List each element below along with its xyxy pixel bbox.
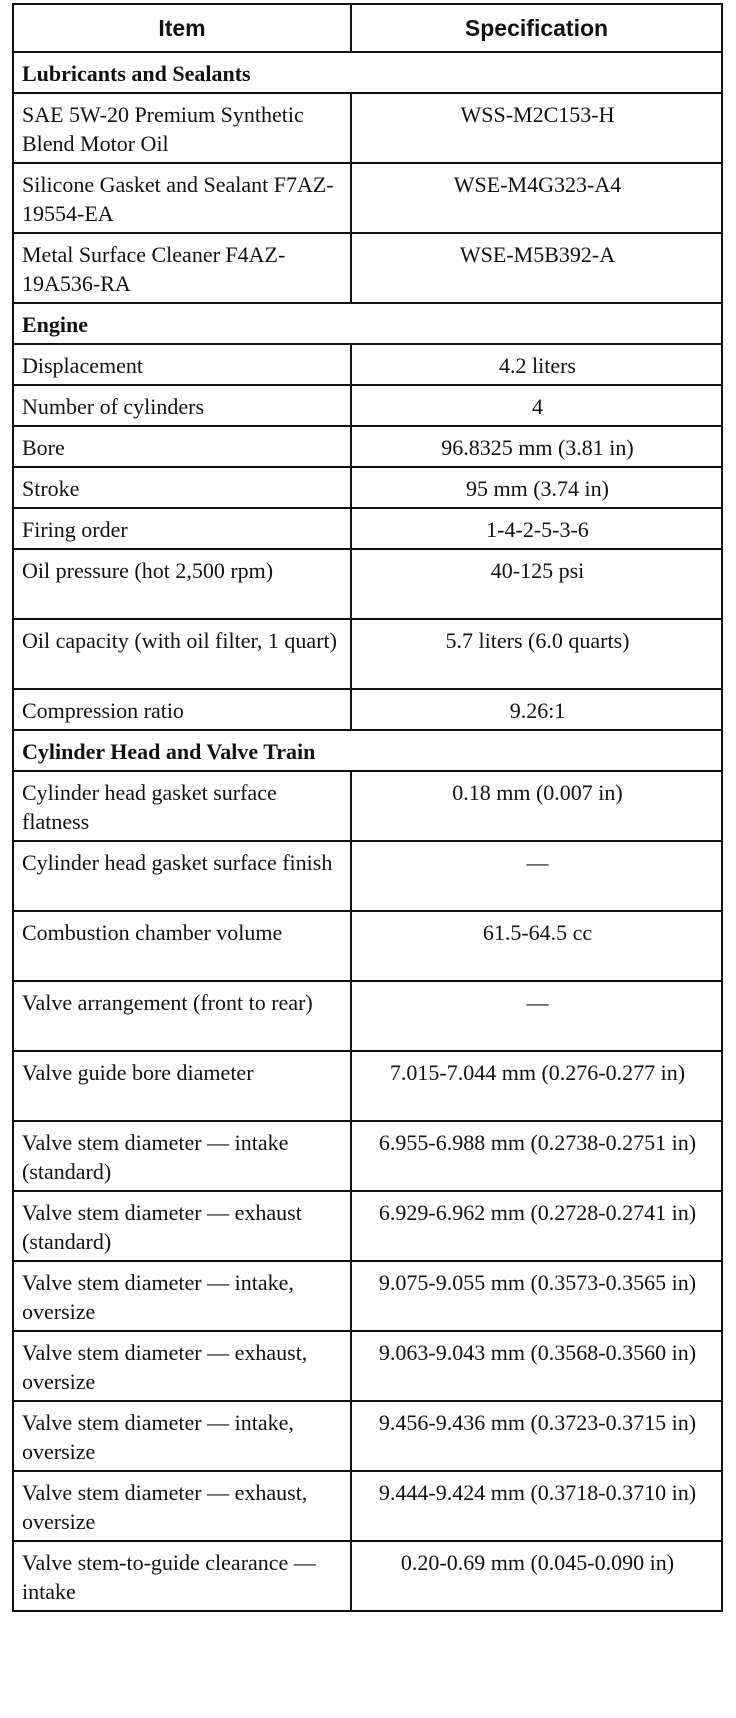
section-row xyxy=(13,730,722,771)
table-row xyxy=(13,1051,722,1121)
table-row xyxy=(13,1401,722,1471)
item-cell: Silicone Gasket and Sealant F7AZ-19554-EA xyxy=(13,163,351,233)
spec-cell: 9.075-9.055 mm (0.3573-0.3565 in) xyxy=(351,1261,722,1331)
table-row xyxy=(13,1191,722,1261)
spec-cell: 40-125 psi xyxy=(351,549,722,619)
spec-cell: — xyxy=(351,981,722,1051)
item-cell: Oil capacity (with oil filter, 1 quart) xyxy=(13,619,351,689)
spec-cell: WSE-M5B392-A xyxy=(351,233,722,303)
section-row xyxy=(13,52,722,93)
item-cell: Stroke xyxy=(13,467,351,508)
item-cell: Valve stem diameter — exhaust, oversize xyxy=(13,1331,351,1401)
item-cell: Compression ratio xyxy=(13,689,351,730)
column-header-item: Item xyxy=(13,4,351,52)
spec-cell: 7.015-7.044 mm (0.276-0.277 in) xyxy=(351,1051,722,1121)
item-cell: Valve stem diameter — exhaust (standard) xyxy=(13,1191,351,1261)
item-cell: Valve stem diameter — intake, oversize xyxy=(13,1401,351,1471)
spec-cell: 4 xyxy=(351,385,722,426)
item-cell: Metal Surface Cleaner F4AZ-19A536-RA xyxy=(13,233,351,303)
spec-cell: 9.26:1 xyxy=(351,689,722,730)
spec-cell: — xyxy=(351,841,722,911)
table-row xyxy=(13,1121,722,1191)
table-row xyxy=(13,549,722,619)
spec-cell: 61.5-64.5 cc xyxy=(351,911,722,981)
item-cell: SAE 5W-20 Premium Synthetic Blend Motor Oil xyxy=(13,93,351,163)
table-row xyxy=(13,1471,722,1541)
item-cell: Firing order xyxy=(13,508,351,549)
spec-cell: 5.7 liters (6.0 quarts) xyxy=(351,619,722,689)
spec-cell: WSS-M2C153-H xyxy=(351,93,722,163)
spec-cell: 95 mm (3.74 in) xyxy=(351,467,722,508)
specification-table xyxy=(12,3,723,1612)
table-row xyxy=(13,619,722,689)
table-row xyxy=(13,163,722,233)
table-row xyxy=(13,1541,722,1611)
table-row xyxy=(13,771,722,841)
spec-cell: 9.444-9.424 mm (0.3718-0.3710 in) xyxy=(351,1471,722,1541)
spec-cell: 0.20-0.69 mm (0.045-0.090 in) xyxy=(351,1541,722,1611)
item-cell: Combustion chamber volume xyxy=(13,911,351,981)
item-cell: Valve arrangement (front to rear) xyxy=(13,981,351,1051)
item-cell: Valve stem diameter — intake (standard) xyxy=(13,1121,351,1191)
section-title-lubricants: Lubricants and Sealants xyxy=(13,52,722,93)
spec-cell: 6.929-6.962 mm (0.2728-0.2741 in) xyxy=(351,1191,722,1261)
section-title-engine: Engine xyxy=(13,303,722,344)
table-row xyxy=(13,426,722,467)
item-cell: Number of cylinders xyxy=(13,385,351,426)
item-cell: Valve stem-to-guide clearance — intake xyxy=(13,1541,351,1611)
spec-cell: 4.2 liters xyxy=(351,344,722,385)
table-row xyxy=(13,344,722,385)
item-cell: Cylinder head gasket surface flatness xyxy=(13,771,351,841)
table-row xyxy=(13,1331,722,1401)
table-row xyxy=(13,385,722,426)
spec-cell: 9.456-9.436 mm (0.3723-0.3715 in) xyxy=(351,1401,722,1471)
column-header-specification: Specification xyxy=(351,4,722,52)
table-row xyxy=(13,467,722,508)
spec-cell: 6.955-6.988 mm (0.2738-0.2751 in) xyxy=(351,1121,722,1191)
header-row xyxy=(13,4,722,52)
table-row xyxy=(13,93,722,163)
table-row xyxy=(13,689,722,730)
spec-cell: 9.063-9.043 mm (0.3568-0.3560 in) xyxy=(351,1331,722,1401)
table-row xyxy=(13,911,722,981)
item-cell: Displacement xyxy=(13,344,351,385)
item-cell: Valve stem diameter — exhaust, oversize xyxy=(13,1471,351,1541)
table-row xyxy=(13,508,722,549)
table-row xyxy=(13,1261,722,1331)
table-row xyxy=(13,981,722,1051)
item-cell: Bore xyxy=(13,426,351,467)
item-cell: Valve stem diameter — intake, oversize xyxy=(13,1261,351,1331)
item-cell: Valve guide bore diameter xyxy=(13,1051,351,1121)
spec-cell: 0.18 mm (0.007 in) xyxy=(351,771,722,841)
spec-cell: 96.8325 mm (3.81 in) xyxy=(351,426,722,467)
table-row xyxy=(13,233,722,303)
section-title-cylinder-head: Cylinder Head and Valve Train xyxy=(13,730,722,771)
spec-cell: WSE-M4G323-A4 xyxy=(351,163,722,233)
item-cell: Oil pressure (hot 2,500 rpm) xyxy=(13,549,351,619)
item-cell: Cylinder head gasket surface finish xyxy=(13,841,351,911)
table-row xyxy=(13,841,722,911)
section-row xyxy=(13,303,722,344)
spec-cell: 1-4-2-5-3-6 xyxy=(351,508,722,549)
